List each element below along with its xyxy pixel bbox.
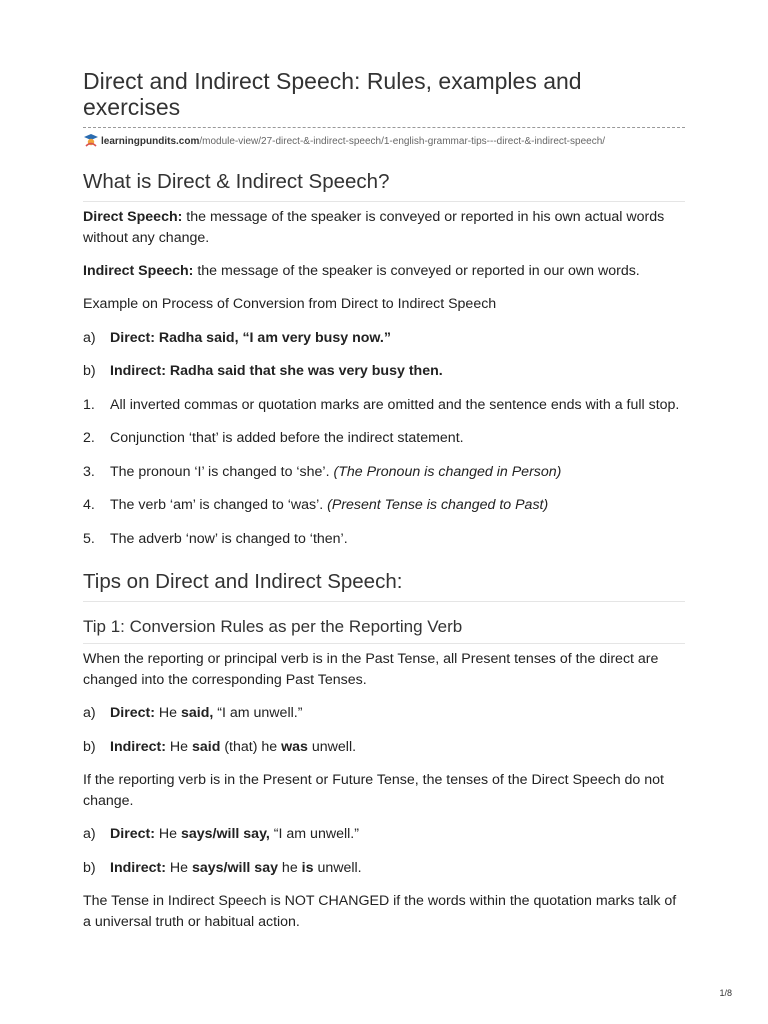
example-text: He bbox=[165, 738, 192, 755]
example-label: Indirect: bbox=[110, 738, 166, 755]
example-text: “I am unwell.” bbox=[213, 705, 303, 721]
rule-text: Conjunction ‘that’ is added before the indirect statement. bbox=[110, 430, 464, 446]
example-text: Indirect: Radha said that she was very busy then. bbox=[110, 363, 443, 379]
rule-note: (The Pronoun is changed in Person) bbox=[333, 463, 562, 480]
example-verb: says/will say bbox=[192, 859, 278, 876]
example-text: He bbox=[165, 859, 192, 876]
example-text: He bbox=[154, 705, 181, 721]
example-item bbox=[83, 703, 685, 724]
page-title: Direct and Indirect Speech: Rules, examples and exercises bbox=[83, 68, 582, 120]
example-text: Direct: Radha said, “I am very busy now.” bbox=[110, 329, 391, 346]
source-domain[interactable]: learningpundits.com bbox=[101, 136, 200, 147]
example-text: he bbox=[277, 859, 302, 876]
list-marker: b) bbox=[83, 738, 96, 755]
example-item bbox=[83, 858, 685, 879]
example-text: unwell. bbox=[307, 738, 357, 755]
rule-text: All inverted commas or quotation marks are omitted and the sentence ends with a full stop. bbox=[110, 396, 680, 413]
indirect-speech-definition bbox=[83, 261, 685, 282]
term-label: Direct Speech: bbox=[83, 209, 183, 225]
example-text: unwell. bbox=[313, 859, 362, 876]
example-text: (that) he bbox=[220, 738, 282, 755]
rule-note: (Present Tense is changed to Past) bbox=[327, 497, 549, 513]
example-verb: says/will say, bbox=[180, 826, 270, 842]
rule-text: The pronoun ‘I’ is changed to ‘she’. bbox=[110, 463, 334, 480]
list-item bbox=[83, 495, 685, 516]
example-label: Direct: bbox=[110, 705, 155, 721]
term-label: Indirect Speech: bbox=[83, 262, 194, 279]
article-body bbox=[83, 168, 685, 932]
paragraph: When the reporting or principal verb is in the Past Tense, all Present tenses of the direct are changed into the corresponding Past Tenses. bbox=[83, 651, 659, 688]
list-item bbox=[83, 462, 685, 483]
example-verb: said bbox=[192, 738, 221, 755]
example-item bbox=[83, 737, 685, 758]
list-number: 1. bbox=[83, 396, 95, 413]
list-number: 3. bbox=[83, 463, 95, 480]
list-marker: b) bbox=[83, 859, 96, 876]
paragraph: The Tense in Indirect Speech is NOT CHANGED if the words within the quotation marks talk of a universal truth or habitual action. bbox=[83, 893, 677, 930]
definition-text: the message of the speaker is conveyed or reported in our own words. bbox=[193, 262, 640, 279]
learningpundits-logo-icon bbox=[83, 133, 99, 147]
subsection-heading: Tip 1: Conversion Rules as per the Reporting Verb bbox=[83, 615, 685, 644]
rule-text: The verb ‘am’ is changed to ‘was’. bbox=[110, 497, 328, 513]
list-item bbox=[83, 428, 685, 449]
title-divider bbox=[83, 127, 685, 128]
section-heading: Tips on Direct and Indirect Speech: bbox=[83, 568, 685, 602]
page-number: 1/8 bbox=[719, 988, 732, 998]
example-label: Direct: bbox=[110, 826, 155, 842]
example-item bbox=[83, 824, 685, 845]
list-marker: a) bbox=[83, 705, 96, 721]
direct-speech-definition bbox=[83, 207, 685, 248]
paragraph: If the reporting verb is in the Present or Future Tense, the tenses of the Direct Speech do not change. bbox=[83, 772, 664, 809]
list-number: 5. bbox=[83, 530, 95, 547]
list-item bbox=[83, 395, 685, 416]
example-verb: was bbox=[281, 738, 308, 755]
list-marker: a) bbox=[83, 329, 96, 346]
definition-text: the message of the speaker is conveyed or reported in his own actual words without any change. bbox=[83, 209, 665, 246]
example-item bbox=[83, 328, 685, 349]
example-label: Indirect: bbox=[110, 859, 166, 876]
example-text: “I am unwell.” bbox=[269, 826, 359, 842]
list-number: 4. bbox=[83, 497, 95, 513]
rule-text: The adverb ‘now’ is changed to ‘then’. bbox=[110, 530, 348, 547]
list-item bbox=[83, 529, 685, 550]
example-intro: Example on Process of Conversion from Direct to Indirect Speech bbox=[83, 296, 497, 312]
source-path[interactable]: /module-view/27-direct-&-indirect-speech/1-english-grammar-tips---direct-&-indirect-speech/ bbox=[199, 136, 606, 147]
example-verb: said, bbox=[180, 705, 214, 721]
example-item bbox=[83, 361, 685, 382]
example-text: He bbox=[154, 826, 181, 842]
list-marker: b) bbox=[83, 363, 96, 379]
section-heading: What is Direct & Indirect Speech? bbox=[83, 168, 685, 202]
source-url[interactable] bbox=[83, 133, 685, 149]
list-marker: a) bbox=[83, 826, 96, 842]
example-verb: is bbox=[301, 859, 314, 876]
list-number: 2. bbox=[83, 430, 95, 446]
